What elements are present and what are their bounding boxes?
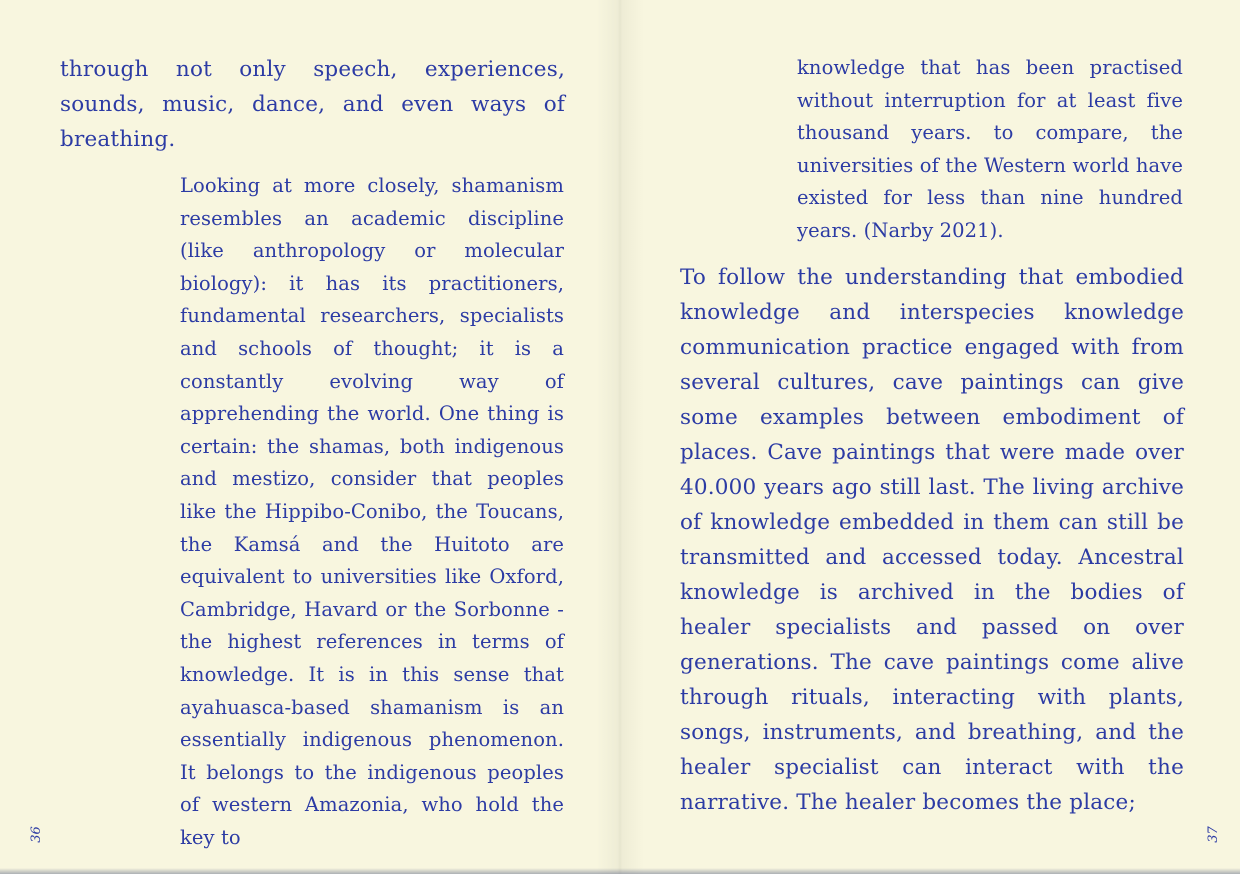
page-right xyxy=(620,0,1240,874)
right-block-quote-continued: knowledge that has been practised without interruption for at least five thousand years. to compare, the universities of the Western world have existed for less than nine hundred years. (Narby 2021). xyxy=(797,56,1183,242)
right-body-paragraph: To follow the understanding that embodied knowledge and interspecies knowledge communication practice engaged with from several cultures, cave paintings can give some examples between embodiment of places. Cave paintings that were made over 40.000 years ago still last. The living archive of knowledge embedded in them can still be transmitted and accessed today. Ancestral knowledge is archived in the bodies of healer specialists and passed on over generations. The cave paintings come alive through rituals, interacting with plants, songs, instruments, and breathing, and the healer specialist can interact with the narrative. The healer becomes the place; xyxy=(680,265,1184,815)
page-number-left: 36 xyxy=(28,826,44,843)
page-number-right: 37 xyxy=(1206,826,1222,843)
left-block-quote: Looking at more closely, shamanism resembles an academic discipline (like anthropology or molecular biology): it has its practitioners, fundamental researchers, specialists and schools of thought; it is a constantly evolving way of apprehending the world. One thing is certain: the shamas, both indigenous and mestizo, consider that peoples like the Hippibo-Conibo, the Toucans, the Kamsá and the Huitoto are equivalent to universities like Oxford, Cambridge, Havard or the Sorbonne - the highest references in terms of knowledge. It is in this sense that ayahuasca-based shamanism is an essentially indigenous phenomenon. It belongs to the indigenous peoples of western Amazonia, who hold the key to xyxy=(180,174,564,849)
left-intro-paragraph: through not only speech, experiences, sounds, music, dance, and even ways of breathing. xyxy=(60,57,565,152)
